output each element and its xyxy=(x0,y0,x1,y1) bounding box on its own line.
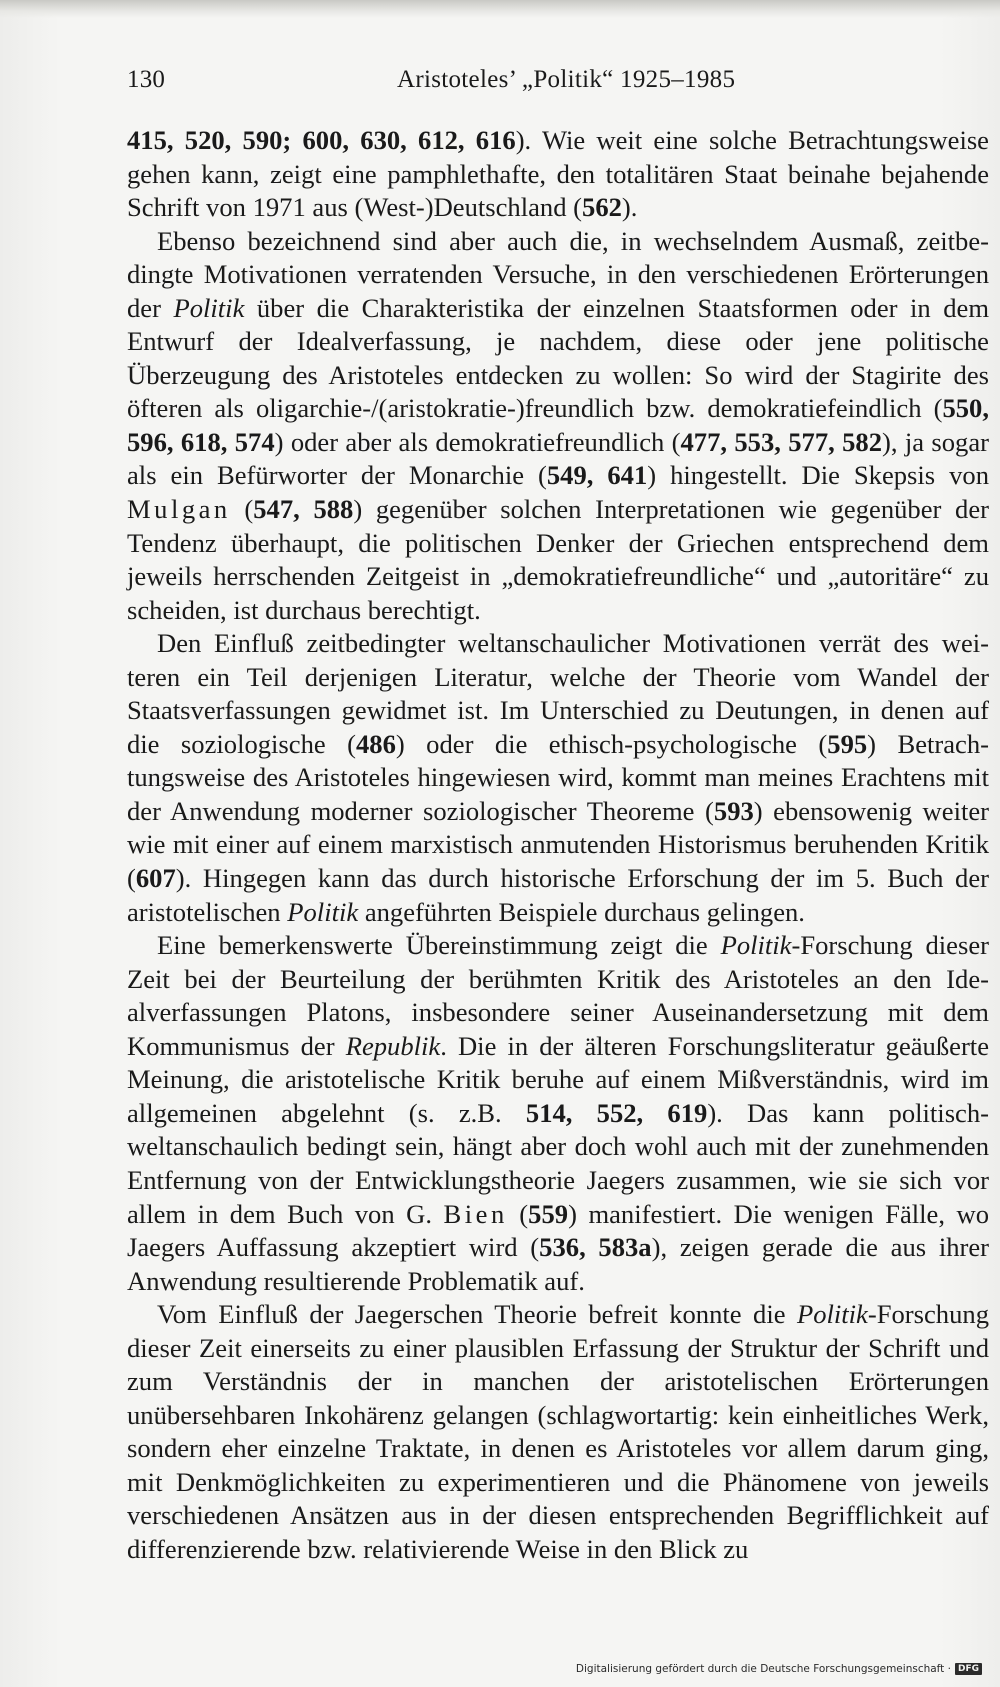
text-run: ) gegenüber solchen Interpretationen wie gegenüber der Tendenz überhaupt, die politischen Denker der Griechen entsprechend dem jeweils herrschenden Zeitgeist in „demokratiefreundliche“ und „autoritäre“ zu scheiden, ist durchaus berechtigt. xyxy=(127,494,989,625)
author-name: Bien xyxy=(443,1198,508,1229)
text-run: ) Betrachtungsweise des Aristoteles hingewiesen wird, kommt man meines Erachtens mit der Anwendung moderner soziologischer Theoreme ( xyxy=(127,728,990,826)
bibliography-reference: 415, 520, 590; 600, 630, 612, 616 xyxy=(127,125,516,155)
text-run: ). Das kann politisch-weltanschaulich bedingt sein, hängt aber doch wohl auch mit der zunehmenden Entfernung von der Entwicklungstheorie Jaegers zusammen, wie sie sich vor allem in dem Buch von G. xyxy=(127,1097,989,1229)
text-run: Ebenso bezeichnend sind aber auch die, in wechselndem Ausmaß, zeitbedingte Motivationen verratenden Versuche, in den verschiedenen Erörterungen der xyxy=(127,225,989,323)
paragraph xyxy=(127,225,989,628)
text-run: ) oder die ethisch-psychologische ( xyxy=(395,728,828,759)
bibliography-reference: 550, 596, 618, 574 xyxy=(127,393,989,457)
text-run: ), zeigen gerade die aus ihrer Anwendung resultierende Problematik auf. xyxy=(127,1232,990,1296)
bibliography-reference: 607 xyxy=(135,863,176,894)
dfg-logo: DFG xyxy=(955,1663,982,1675)
text-run: ) oder aber als demokratiefreundlich ( xyxy=(274,426,681,457)
text-run: ). Hingegen kann das durch historische Erforschung der im 5. Buch der aristotelischen xyxy=(127,863,989,927)
bibliography-reference: 562 xyxy=(582,192,622,223)
author-name: Mulgan xyxy=(127,494,231,525)
text-run: ). xyxy=(621,192,638,223)
paragraph xyxy=(127,929,989,1298)
paragraph xyxy=(127,627,989,929)
running-title: Aristoteles’ „Politik“ 1925–1985 xyxy=(397,66,736,93)
bibliography-reference: 477, 553, 577, 582 xyxy=(680,426,883,457)
digitization-credit xyxy=(576,1661,982,1677)
bibliography-reference: 486 xyxy=(356,728,396,759)
bibliography-reference: 547, 588 xyxy=(253,494,354,525)
paragraph xyxy=(127,1298,989,1566)
bibliography-reference: 559 xyxy=(528,1198,569,1229)
bibliography-reference: 536, 583a xyxy=(539,1232,652,1263)
text-run: über die Charakteristika der einzelnen Staatsformen oder in dem Entwurf der Idealverfassung, je nachdem, diese oder jene politische Überzeugung des Aristoteles entdecken zu wollen: So wird der Stagirite des öfteren als oligarchie-/(aristokratie-)freundlich bzw. demokratiefeindlich ( xyxy=(127,292,989,424)
bibliography-reference: 549, 641 xyxy=(546,460,648,491)
bibliography-reference: 593 xyxy=(713,795,754,826)
text-run: . Die in der älteren Forschungsliteratur geäußerte Meinung, die aristotelische Kritik beruhe auf einem Mißverständnis, wird im allgemeinen abgelehnt (s. z.B. xyxy=(127,1030,990,1128)
text-run: ( xyxy=(507,1198,529,1229)
text-run: ( xyxy=(230,494,254,525)
paragraph xyxy=(127,124,989,225)
text-run: Den Einfluß zeitbedingter weltanschaulicher Motivationen verrät des weiteren ein Teil derjenigen Literatur, welche der Theorie vom Wandel der Staatsverfassungen gewidmet ist. Im Unterschied zu Deutungen, in denen auf die soziologische ( xyxy=(127,628,989,759)
body-text xyxy=(127,124,989,1567)
text-run: angeführten Beispiele durchaus gelingen. xyxy=(358,896,805,927)
text-run: ) hingestellt. Die Skepsis von xyxy=(647,460,990,491)
text-run: Eine bemerkenswerte Übereinstimmung zeigt die xyxy=(157,930,721,961)
text-run: ). Wie weit eine solche Betrachtungsweise gehen kann, zeigt eine pamphlethafte, den totalitären Staat beinahe bejahende Schrift von 1971 aus (West-)Deutschland ( xyxy=(127,125,989,223)
italic-title: Politik xyxy=(287,896,359,927)
italic-title: Politik xyxy=(720,930,792,961)
italic-title: Politik xyxy=(796,1299,868,1330)
text-run: ) manifestiert. Die wenigen Fälle, wo Jaegers Auffassung akzeptiert wird ( xyxy=(127,1198,989,1263)
bibliography-reference: 514, 552, 619 xyxy=(525,1097,708,1128)
text-run: -Forschung dieser Zeit einerseits zu einer plausiblen Erfassung der Struktur der Schrift und zum Verständnis der in manchen der aristotelischen Erörterungen unübersehbaren Inkohärenz gelangen (schlagwortartig: kein einheitliches Werk, sondern eher einzelne Traktate, in denen es Aristoteles vor allem darum ging, mit Denkmöglichkeiten zu experimentieren und die Phänomene von jeweils verschiedenen Ansätzen aus in der diesen entsprechenden Begrifflichkeit auf differenzierende bzw. relativierende Weise in den Blick zu xyxy=(127,1299,989,1564)
text-run: ), ja sogar als ein Befürworter der Monarchie ( xyxy=(127,426,989,491)
credit-text: Digitalisierung gefördert durch die Deutsche Forschungsgemeinschaft · xyxy=(575,1663,951,1675)
running-header xyxy=(127,60,989,100)
italic-title: Politik xyxy=(173,292,245,323)
bibliography-reference: 595 xyxy=(827,728,868,759)
scan-top-shadow xyxy=(0,0,1000,18)
text-run: Vom Einfluß der Jaegerschen Theorie befreit konnte die xyxy=(157,1299,797,1330)
text-run: ) ebensowenig weiter wie mit einer auf einem marxistisch anmutenden Historismus beruhenden Kritik ( xyxy=(127,795,990,894)
text-run: -Forschung dieser Zeit bei der Beurteilung der berühmten Kritik des Aristoteles an den Idealverfassungen Platons, insbesondere seiner Auseinandersetzung mit dem Kommunismus der xyxy=(127,930,989,1061)
page-number: 130 xyxy=(127,66,166,93)
italic-title: Republik xyxy=(345,1030,441,1061)
